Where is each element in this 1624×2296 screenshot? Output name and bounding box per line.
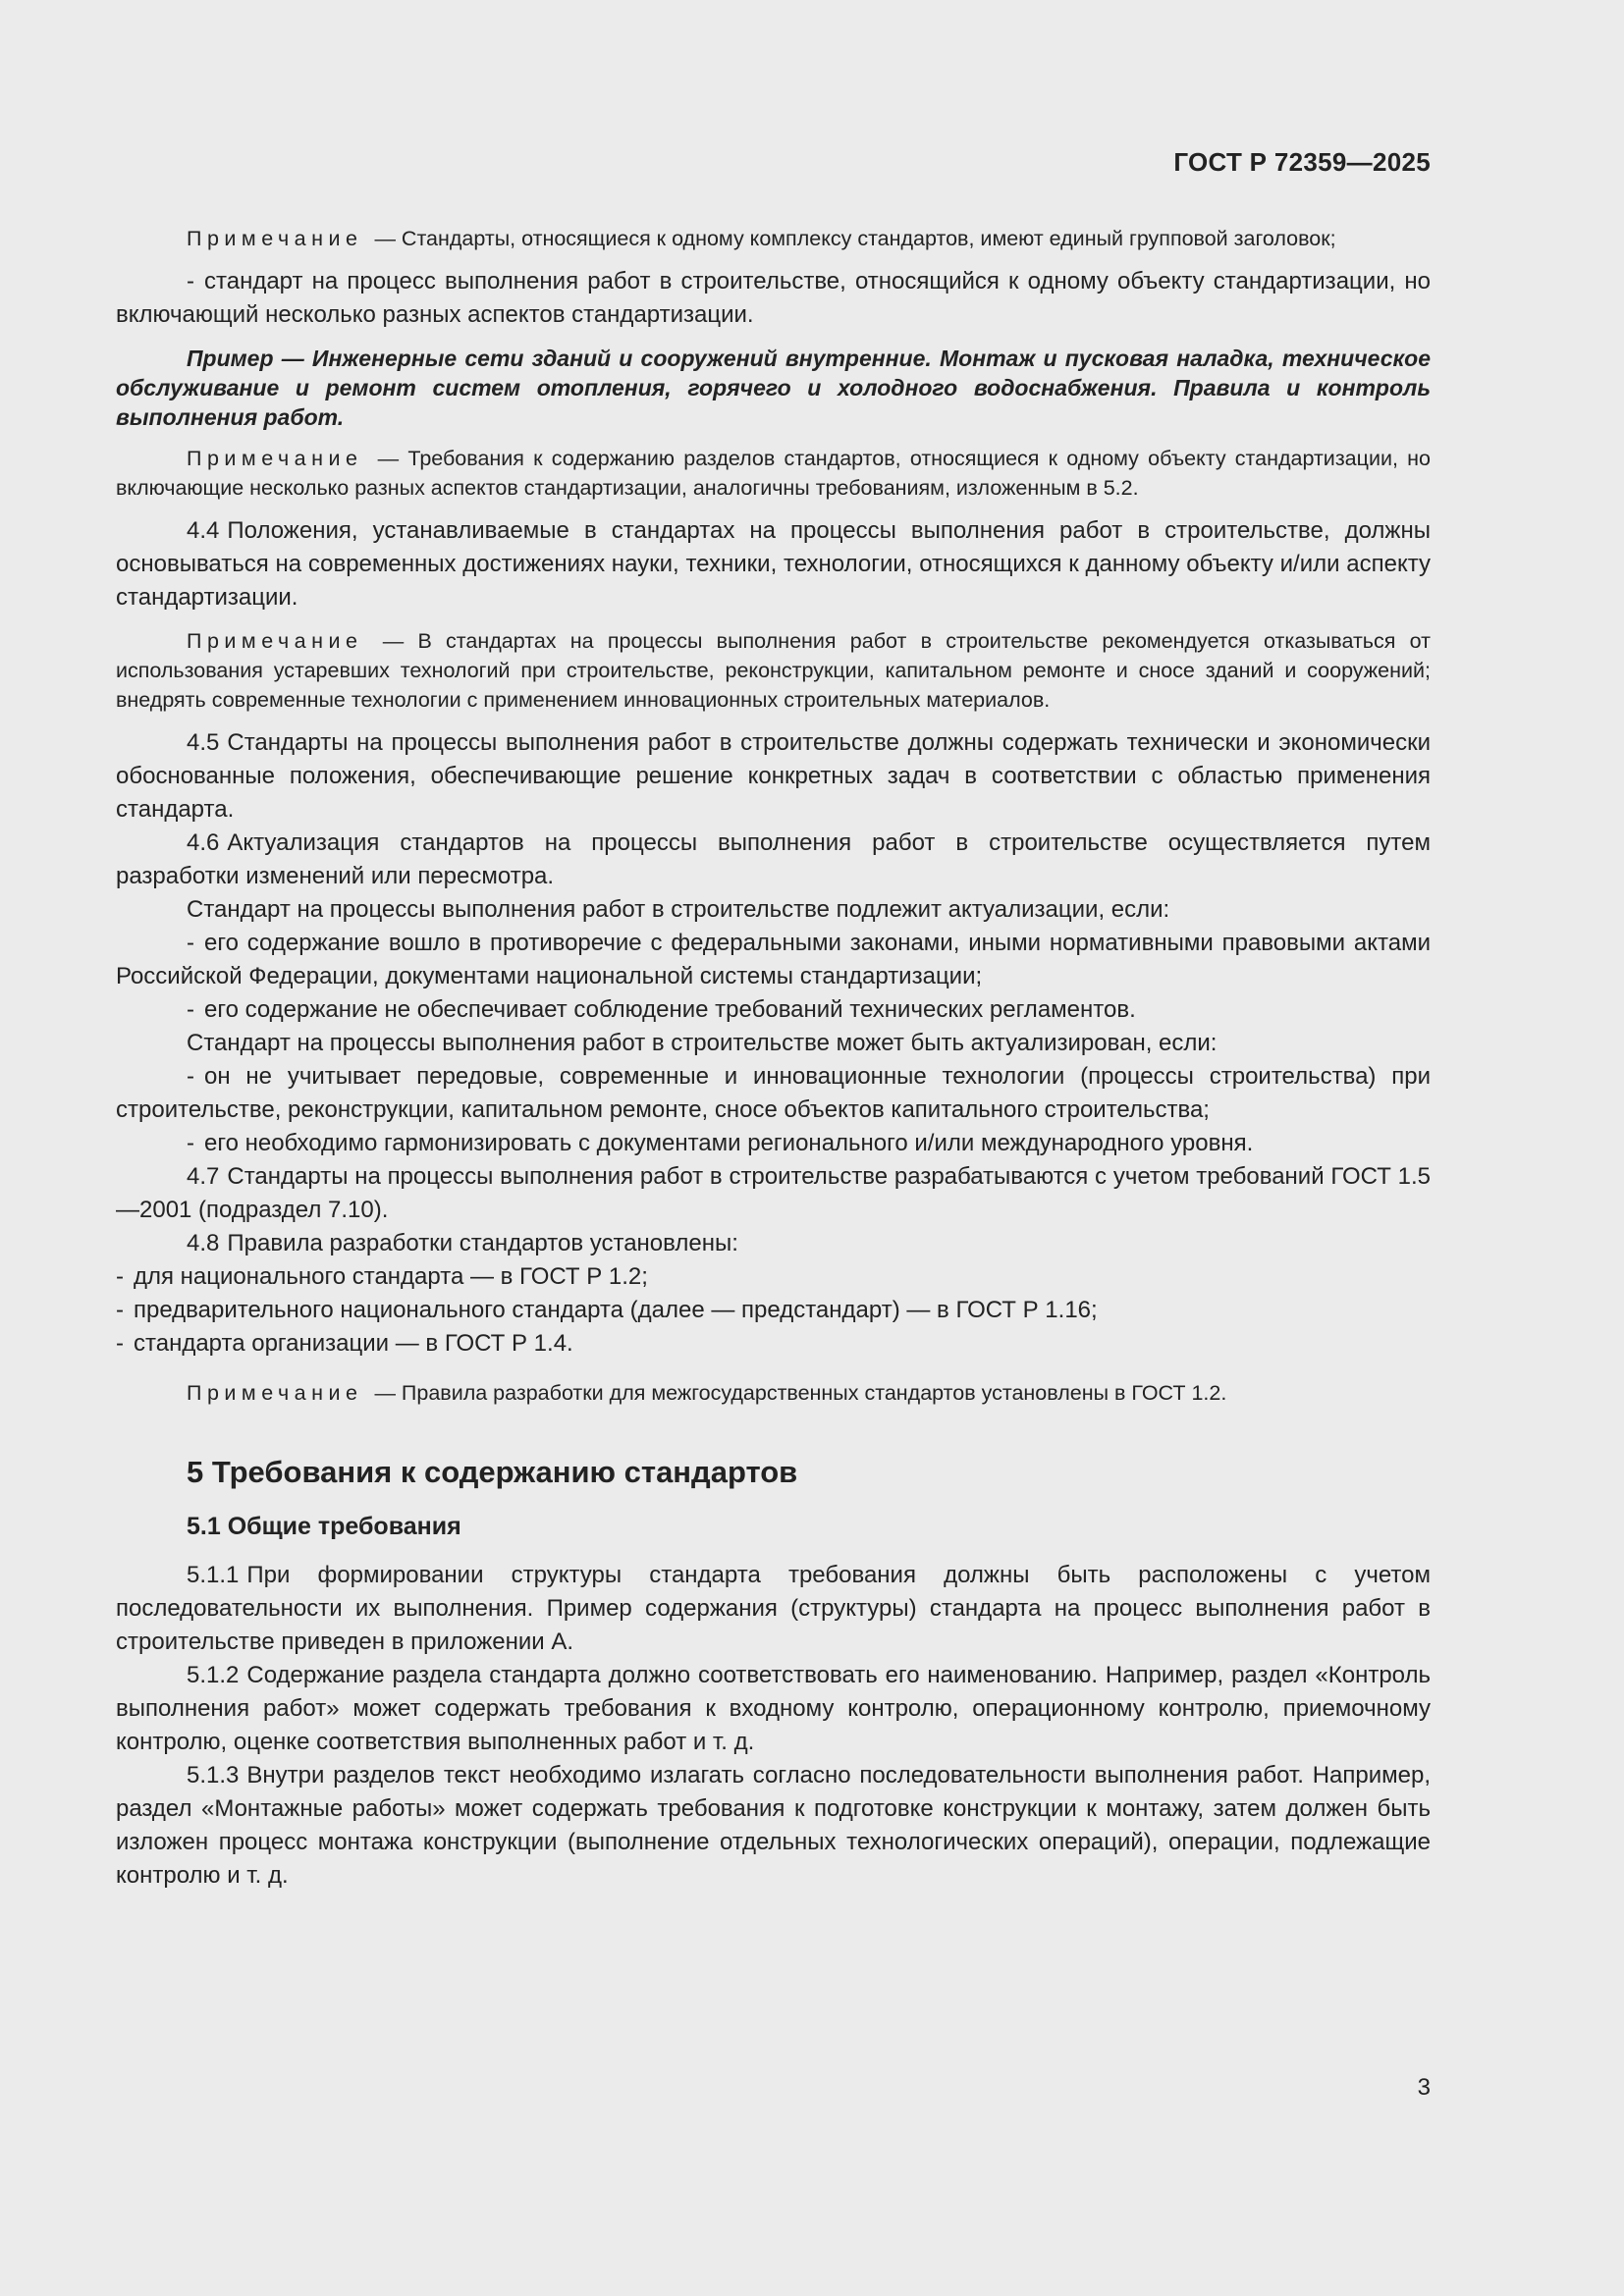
clause-number: 4.6 — [187, 829, 220, 856]
note-label: Примечание — [187, 1381, 363, 1405]
clause-number: 4.8 — [187, 1230, 220, 1256]
note-paragraph — [116, 1378, 1431, 1408]
note-text: — Правила разработки для межгосударственных стандартов установлены в ГОСТ 1.2. — [374, 1381, 1227, 1405]
list-dash: - — [187, 1130, 194, 1156]
clause-paragraph — [116, 514, 1431, 614]
example-paragraph: Пример — Инженерные сети зданий и сооружений внутренние. Монтаж и пусковая наладка, техническое обслуживание и ремонт систем отопления, горячего и холодного водоснабжения. Правила и контроль выполнения работ. — [116, 346, 1431, 430]
clause-number: 5.1.2 — [187, 1662, 240, 1688]
list-item-text: предварительного национального стандарта (далее — предстандарт) — в ГОСТ Р 1.16; — [134, 1297, 1098, 1323]
list-item — [116, 1327, 1431, 1361]
page-number: 3 — [1417, 2074, 1431, 2101]
note-label: Примечание — [187, 629, 363, 653]
clause-number: 4.7 — [187, 1163, 220, 1190]
clause-text: При формировании структуры стандарта требования должны быть расположены с учетом последовательности их выполнения. Пример содержания (структуры) стандарта на процесс выполнения работ в строительстве приведен в приложении А. — [116, 1562, 1431, 1655]
section-heading: 5 Требования к содержанию стандартов — [187, 1455, 798, 1489]
clause-text: Внутри разделов текст необходимо излагать согласно последовательности выполнения работ. Например, раздел «Монтажные работы» может содержать требования к подготовке конструкции к монтажу, затем должен быть изложен процесс монтажа конструкции (выполнение отдельных технологических операций), операции, подлежащие контролю и т. д. — [116, 1762, 1431, 1889]
list-item — [116, 1260, 1431, 1294]
note-text: — В стандартах на процессы выполнения работ в строительстве рекомендуется отказываться от использования устаревших технологий при строительстве, реконструкции, капитальном ремонте и сносе зданий и сооружений; внедрять современные технологии с применением инновационных строительных материалов. — [116, 629, 1431, 712]
list-item-text: его содержание не обеспечивает соблюдение требований технических регламентов. — [204, 996, 1136, 1023]
clause-paragraph — [116, 1227, 1431, 1260]
list-item-text: стандарт на процесс выполнения работ в строительстве, относящийся к одному объекту стандартизации, но включающий несколько разных аспектов стандартизации. — [116, 268, 1431, 328]
note-text: — Стандарты, относящиеся к одному комплексу стандартов, имеют единый групповой заголовок; — [374, 227, 1336, 250]
note-paragraph — [116, 444, 1431, 503]
clause-paragraph — [116, 1659, 1431, 1759]
note-text: — Требования к содержанию разделов стандартов, относящиеся к одному объекту стандартизации, но включающие несколько разных аспектов стандартизации, аналогичны требованиям, изложенным в 5.2. — [116, 447, 1431, 500]
page-body — [116, 145, 1431, 1893]
list-dash: - — [116, 1263, 124, 1290]
list-dash: - — [187, 1063, 194, 1090]
clause-paragraph — [116, 1160, 1431, 1227]
clause-text: Стандарты на процессы выполнения работ в строительстве разрабатываются с учетом требований ГОСТ 1.5—2001 (подраздел 7.10). — [116, 1163, 1431, 1223]
list-item-text: он не учитывает передовые, современные и инновационные технологии (процессы строительства) при строительстве, реконструкции, капитальном ремонте, сносе объектов капитального строительства; — [116, 1063, 1431, 1123]
list-item-text: стандарта организации — в ГОСТ Р 1.4. — [134, 1330, 573, 1357]
note-label: Примечание — [187, 227, 363, 250]
clause-paragraph — [116, 1559, 1431, 1659]
body-paragraph: Стандарт на процессы выполнения работ в строительстве подлежит актуализации, если: — [187, 896, 1170, 923]
clause-number: 4.5 — [187, 729, 220, 756]
subsection-heading: 5.1 Общие требования — [187, 1513, 461, 1540]
list-dash: - — [116, 1330, 124, 1357]
list-dash: - — [187, 930, 194, 956]
list-item-text: его необходимо гармонизировать с документами регионального и/или международного уровня. — [204, 1130, 1254, 1156]
clause-text: Актуализация стандартов на процессы выполнения работ в строительстве осуществляется путем разработки изменений или пересмотра. — [116, 829, 1431, 889]
clause-paragraph — [116, 827, 1431, 893]
clause-number: 5.1.1 — [187, 1562, 240, 1588]
list-dash: - — [187, 996, 194, 1023]
clause-text: Стандарты на процессы выполнения работ в строительстве должны содержать технически и экономически обоснованные положения, обеспечивающие решение конкретных задач в соответствии с областью применения стандарта. — [116, 729, 1431, 823]
clause-number: 5.1.3 — [187, 1762, 240, 1789]
clause-paragraph — [116, 1759, 1431, 1893]
list-item — [116, 1060, 1431, 1127]
list-item-text: для национального стандарта — в ГОСТ Р 1.2; — [134, 1263, 648, 1290]
clause-paragraph — [116, 726, 1431, 827]
note-paragraph — [116, 626, 1431, 715]
list-item — [116, 1127, 1431, 1160]
list-item — [116, 1294, 1431, 1327]
list-item-text: его содержание вошло в противоречие с федеральными законами, иными нормативными правовыми актами Российской Федерации, документами национальной системы стандартизации; — [116, 930, 1431, 989]
clause-number: 4.4 — [187, 517, 220, 544]
list-item — [116, 927, 1431, 993]
clause-text: Правила разработки стандартов установлены: — [227, 1230, 738, 1256]
list-dash: - — [187, 268, 194, 294]
list-item — [116, 265, 1431, 332]
note-paragraph — [116, 224, 1431, 253]
clause-text: Содержание раздела стандарта должно соответствовать его наименованию. Например, раздел «Контроль выполнения работ» может содержать требования к входному контролю, операционному контролю, приемочному контролю, оценке соответствия выполненных работ и т. д. — [116, 1662, 1431, 1755]
body-paragraph: Стандарт на процессы выполнения работ в строительстве может быть актуализирован, если: — [187, 1030, 1218, 1056]
clause-text: Положения, устанавливаемые в стандартах на процессы выполнения работ в строительстве, должны основываться на современных достижениях науки, техники, технологии, относящихся к данному объекту и/или аспекту стандартизации. — [116, 517, 1431, 611]
list-dash: - — [116, 1297, 124, 1323]
note-label: Примечание — [187, 447, 363, 470]
list-item — [116, 993, 1431, 1027]
document-code: ГОСТ Р 72359—2025 — [1173, 147, 1431, 177]
